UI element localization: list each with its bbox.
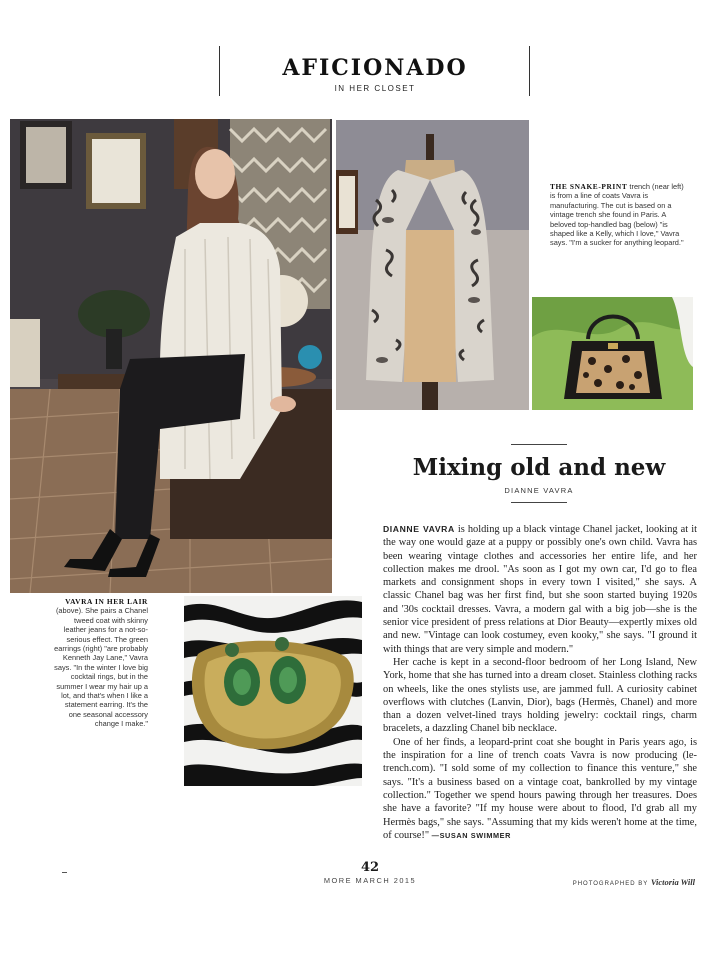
leopard-bag-photo [532,297,693,410]
portrait-photo [10,119,332,593]
lair-caption [52,597,148,729]
caption-lead: VAVRA IN HER LAIR [65,597,148,606]
snake-print-caption [550,182,690,248]
caption-text: (above). She pairs a Chanel tweed coat with skinny leather jeans for a not-so-serious effect. The green earrings (right) "are probably Kenneth Jay Lane," Vavra says. "In the winter I love big cocktail rings, but in the summer I wear my hair up a lot, and that's when I like a statement earring. It's the one seasonal accessory change I make." [54,606,148,729]
section-title: AFICIONADO [282,55,468,81]
paragraph-text: One of her finds, a leopard-print coat she bought in Paris years ago, is the inspiration for a line of trench coats Vavra is now producing (le-trench.com). "I sold some of my collection to finance this venture," she says. "It's a business based on a vintage coat, bankrolled by my vintage collection." Together we spend hours pawing through her treasures. Does she have a favorite? "If my house were about to flood, I'd grab all my Hermès bags," she says. "Assuming that my kids weren't home at the time, of course!" [383,736,697,841]
headline-rule-bottom [511,502,567,503]
photo-credit [540,877,695,887]
page-number: 42 [360,860,380,875]
author-credit: —SUSAN SWIMMER [431,830,512,840]
paragraph [383,523,697,656]
section-subtitle: IN HER CLOSET [334,84,416,93]
caption-lead: THE SNAKE-PRINT [550,182,628,191]
lead-name: DIANNE VAVRA [383,524,455,534]
article-headline: Mixing old and new [412,454,666,481]
photographer-name: Victoria Will [650,877,695,887]
article-byline: DIANNE VAVRA [504,486,574,495]
headline-rule-top [511,444,567,445]
credit-label: PHOTOGRAPHED BY [572,881,651,887]
caption-text: trench (near left) is from a line of coats Vavra is manufacturing. The cut is based on a vintage trench she found in Paris. A beloved top-handled bag (below) "is shaped like a Kelly, which I love," Vavra says. "I'm a sucker for anything leopard." [550,182,684,248]
article-body [383,523,697,842]
snake-print-trench-photo [336,120,529,410]
paragraph [383,736,697,842]
paragraph: Her cache is kept in a second-floor bedroom of her Long Island, New York, home that she has turned into a dream closet. Stainless clothing racks on wheels, like the ones stylists use, are jammed full. A curiosity cabinet overflows with clutches (Lanvin, Dior), bags (Hermès, Chanel) and more than a dozen velvet-lined trays holding jewelry: cocktail rings, charm bracelets, a dazzling Chanel bib necklace. [383,656,697,735]
paragraph-text: is holding up a black vintage Chanel jacket, looking at it the way one would gaze at a puppy or possibly one's own child. Vavra has been wearing vintage clothes and accessories her entire life, and her collection makes me drool. "As soon as I got my own car, I'd go to flea markets and consignment shops in every town I visited," she says. A classic Chanel bag was her first find, but she soon started buying 1920s and '30s cocktail dresses. Vavra, a modern gal with a big job—she is the senior vice president of press relations at Dior Beauty—expertly mixes old and new. "Vintage can look costumey, even kooky," she says. "I ground it with things that are very simple and modern." [383,524,697,655]
footer-tick [62,872,67,873]
issue-label: MORE MARCH 2015 [323,876,417,885]
earrings-photo [184,596,362,786]
